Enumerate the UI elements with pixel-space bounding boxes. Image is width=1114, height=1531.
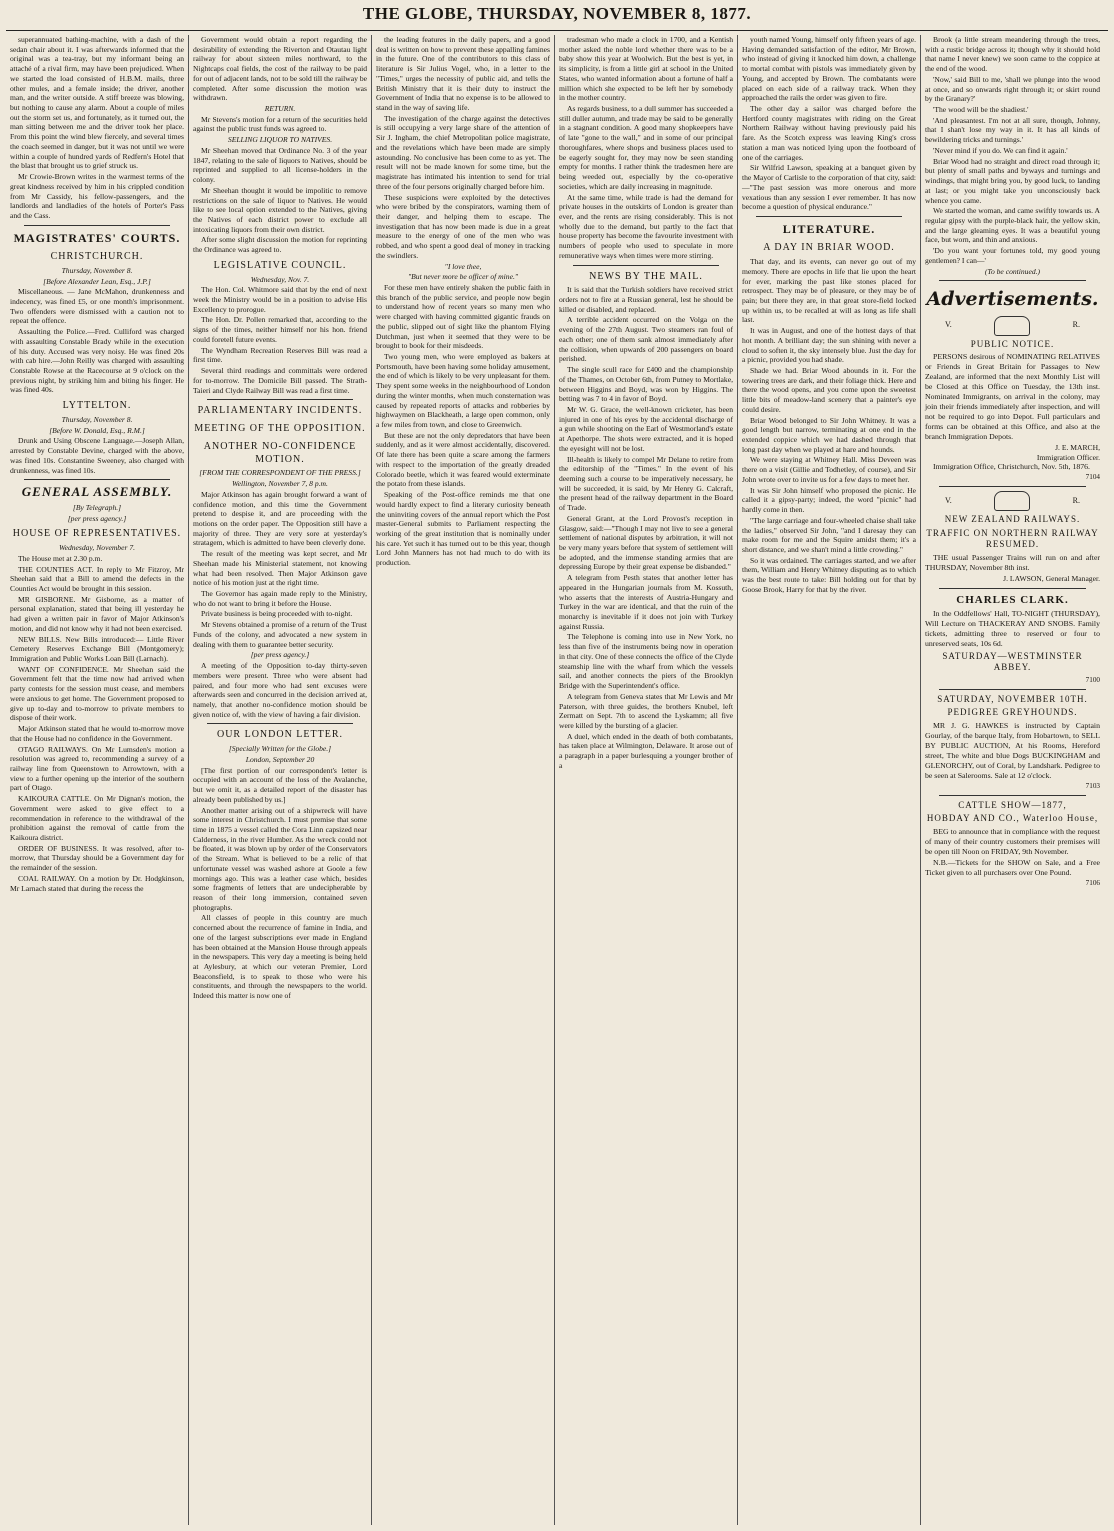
- article-paragraph: 'And pleasantest. I'm not at all sure, though, Johnny, that I shan't lose my way in it. It has all kinds of bewildering tricks and turnings.': [925, 115, 1100, 145]
- ad-lecture: [925, 593, 1100, 685]
- ad-body: In the Oddfellows' Hall, TO-NIGHT (THURSDAY), Will Lecture on THACKERAY AND SNOBS. Family tickets, admitting three to reserved or four to unreserved seats, 10s 6d.: [925, 608, 1100, 648]
- ad-body: PERSONS desirous of NOMINATING RELATIVES or Friends in Great Britain for Passages to New Zealand, are informed that the next Monthly List will be Closed at this Office on Tuesday, the 13th inst. Nominated Immigrants, on arrival in the colony, may join their friends immediately after inspection, and will not be required to go into Depot. Full particulars and forms can be obtained at this Office, and also at the branch Immigration Depots.: [925, 352, 1100, 441]
- crest-letter: R.: [1072, 320, 1080, 330]
- ad-body: MR J. G. HAWKES is instructed by Captain Gourlay, of the barque Italy, from Hobartown, to SELL BY PUBLIC AUCTION, At his Rooms, Hereford street, The white and blue Dogs BUCKINGHAM and GLENORCHY, out of Coral, by Landshark. Pedigree to be seen at Salerooms. Sale at 12 o'clock.: [925, 720, 1100, 780]
- article-paragraph: Another matter arising out of a shipwreck will have some interest in Christchurch. I must premise that some time in 1875 a vessel called the Cora Linn capsized near Calderness, in the river Humber. As the wreck could not be floated, it was blown up by order of the Conservators of the Stream. What is believed to be a relic of that unfortunate vessel was washed ashore at Goole a few mornings ago. This was a leather case which, besides some fragments of letters that are undecipherable by reason of their long immersion, contained seven photographs.: [193, 805, 367, 912]
- article-paragraph: All classes of people in this country are much concerned about the recurrence of famine in India, and one of the largest subscriptions ever made in England has been obtained at the Mansion House through appeals in the newspapers. This very day a meeting is being held at Aylesbury, at which our veteran Premier, Lord Beaconsfield, is to speak to those who were his constituents, and through the newspapers to the world. Indeed this matter is now one of: [193, 913, 367, 1001]
- article-paragraph: Mr Sheehan moved that Ordinance No. 3 of the year 1847, relating to the sale of liquors to Natives, should be reprinted and supplied to all license-holders in the colony.: [193, 145, 367, 185]
- section-heading: ANOTHER NO-CONFIDENCE MOTION.: [203, 440, 357, 465]
- story-title: A DAY IN BRIAR WOOD.: [763, 242, 895, 254]
- source-note: [per press agency.]: [67, 513, 127, 523]
- article-paragraph: Briar Wood belonged to Sir John Whitney. It was a good length but narrow, terminating at one end in the extended coppice which we had dashed through that long past day when we played at hare and hounds.: [742, 415, 916, 454]
- subsection-heading: CHRISTCHURCH.: [50, 251, 144, 263]
- article-paragraph: Shade we had. Briar Wood abounds in it. For the towering trees are dark, and their foliage thick. Here and there the wood opens, and you come upon the sweetest little bits of meadow-land scenery that a painter's eye could desire.: [742, 366, 916, 414]
- ad-place: Immigration Office, Christchurch, Nov. 5th, 1876.: [933, 462, 1090, 472]
- article-paragraph: After some slight discussion the motion for reprinting the Ordinance was agreed to.: [193, 235, 367, 255]
- royal-crest: [925, 316, 1100, 336]
- article-paragraph: That day, and its events, can never go out of my memory. There are epochs in life that lie upon the heart for ever, marking the past like stones placed for retrospect. They may be of pleasure, or they may be of pain; but there they are, in that great store-field locked up within us, to be recalled at will as long as life shall last.: [742, 257, 916, 325]
- subheading: RETURN.: [264, 104, 296, 114]
- coat-of-arms-icon: [994, 491, 1030, 511]
- article-paragraph: NEW BILLS. New Bills introduced:— Little River Cemetery Reserves Exchange Bill (Montgomery); Immigration and Public Works Loan Bill (Larnach).: [10, 634, 184, 664]
- ad-title: CATTLE SHOW—1877,: [958, 799, 1067, 810]
- divider: [756, 216, 902, 217]
- ad-cattle-show: [925, 800, 1100, 888]
- divider: [207, 399, 353, 400]
- subsection-heading: HOUSE OF REPRESENTATIVES.: [12, 528, 182, 540]
- column-5: [738, 35, 921, 1525]
- editor-note: [The first portion of our correspondent's letter is occupied with an account of the loss of the Avalanche, but we omit it, as a detailed report of the disaster has already been published by us.]: [193, 765, 367, 804]
- article-paragraph: THE COUNTIES ACT. In reply to Mr Fitzroy, Mr Sheehan said that a Bill to amend the defects in the Counties Act would be brought in this session.: [10, 564, 184, 593]
- ad-greyhounds: [925, 694, 1100, 791]
- ad-public-notice: [925, 316, 1100, 483]
- article-paragraph: Speaking of the Post-office reminds me that one would hardly expect to find a literary curiosity beneath the uninviting covers of the annual report which the Post master-General submits to Parliament respecting the working of the great institution that is nominally under his care. Yet such it has turned out to be this year, though Lord John Manners has not had much to do with its production.: [376, 490, 550, 568]
- quotation: "But never more be officer of mine.": [407, 272, 519, 282]
- article-paragraph: The single scull race for £400 and the championship of the Thames, on October 6th, from Putney to Mortlake, between Higgins and Boyd, was won by Higgins. The betting was 7 to 4 in favor of Boyd.: [559, 365, 733, 404]
- article-paragraph: Sir Wilfrid Lawson, speaking at a banquet given by the Mayor of Carlisle to the corporation of that city, said:—"The past session was more onerous and more vexatious than any session I ever remember. It has now become a question of physical endurance.": [742, 163, 916, 212]
- subsection-heading: LYTTELTON.: [62, 400, 132, 412]
- article-paragraph: ORDER OF BUSINESS. It was resolved, after to-morrow, that Thursday should be a Government day for the remainder of the session.: [10, 843, 184, 873]
- article-paragraph: For these men have entirely shaken the public faith in this branch of the public service, and people now begin to understand how of recent years so many men who were charged with having committed gigantic frauds on the public, slipped out of sight like the phantom Flying Dutchman, just when it seemed that they were to be brought to book for their misdeeds.: [376, 282, 550, 351]
- article-paragraph: KAIKOURA CATTLE. On Mr Dignan's motion, the Government were asked to give effect to a recommendation in reference to the withdrawal of the prohibition against the removal of cattle from the Kaikoura district.: [10, 794, 184, 842]
- article-paragraph: The investigation of the charge against the detectives is still occupying a very large share of the attention of Sir J. Ingham, the chief Metropolitan police magistrate, and the revelations which have been made are simply astounding. No conclusive has been come to as yet. The result will not be made known for some time, but the magistrate has intimated his intention to send for trial three of the four persons originally charged before him.: [376, 113, 550, 191]
- ad-railways: [925, 491, 1100, 583]
- article-paragraph: Ill-health is likely to compel Mr Delane to retire from the editorship of the "Times." In the event of his deeming such a course to be imperatively necessary, he will be succeeded, it is said, by Mr Henry G. Calcraft, the present head of the railway department in the Board of Trade.: [559, 454, 733, 513]
- divider: [939, 689, 1086, 690]
- article-paragraph: So it was ordained. The carriages started, and we after them, William and Henry Whitney disputing as to which was the best route to take: Bill holding out for that by Goose Brook, Harry for that by the river.: [742, 555, 916, 594]
- article-paragraph: Assaulting the Police.—Fred. Culliford was charged with assaulting Constable Brady while in the execution of his duty. Accused was very noisy. He was fined 20s with cab hire.—John Reilly was charged with assaulting Constable Rowse at the Racecourse at 9 o'clock on the previous night, by striking him and biting his finger. He was fined 40s.: [10, 327, 184, 395]
- ad-signature-title: Immigration Officer.: [1036, 452, 1100, 462]
- section-heading: LEGISLATIVE COUNCIL.: [213, 259, 347, 271]
- article-paragraph: Major Atkinson has again brought forward a want of confidence motion, and this time the Government pretend to despise it, and are proceeding with the motions on the order paper. The Opposition still have a majority of three. They are very sore at yesterday's stratagem, which is admitted to have been cleverly done.: [193, 489, 367, 548]
- advertisements-heading: Advertisements.: [926, 288, 1099, 311]
- coat-of-arms-icon: [994, 316, 1030, 336]
- ad-subtitle: TRAFFIC ON NORTHERN RAILWAY RESUMED.: [926, 527, 1099, 550]
- crest-letter: V.: [945, 320, 952, 330]
- section-heading: GENERAL ASSEMBLY.: [21, 484, 173, 500]
- quotation: "I love thee,: [444, 261, 482, 271]
- ad-title: PUBLIC NOTICE.: [970, 338, 1055, 349]
- ad-number: 7104: [1085, 473, 1100, 482]
- article-paragraph: the leading features in the daily papers, and a good deal is written on how to prevent these appalling famines in the future. One of the contributors to this class of literature is Sir Julius Vogel, who, in a letter to the "Times," urges the necessity of public aid, and tells the British Ministry that it is their duty to instruct the Government of India that no expense is to be allowed to stand in the way of saving life.: [376, 35, 550, 113]
- article-paragraph: "The large carriage and four-wheeled chaise shall take the ladies," observed Sir John, "and I daresay they can make room for me and the Squire amidst them; it's a short distance, and we shan't mind a little crowding.": [742, 515, 916, 554]
- column-3: [372, 35, 555, 1525]
- article-paragraph: We were staying at Whitney Hall. Miss Deveen was there on a visit (Gillie and Todhetley, of course), and Sir John wrote over to invite us for a few days to meet her.: [742, 455, 916, 484]
- article-paragraph: COAL RAILWAY. On a motion by Dr. Hodgkinson, Mr Larnach stated that during the recess the: [10, 873, 184, 893]
- article-paragraph: A duel, which ended in the death of both combatants, has taken place at Wilmington, Delaware. It arose out of a paragraph in a paper burlesquing a younger brother of a: [559, 731, 733, 770]
- article-paragraph: As regards business, to a dull summer has succeeded a still duller autumn, and trade may be said to be generally in a stagnant condition. A good many shopkeepers have of late "gone to the wall," and in some of our principal thoroughfares, where shops and business places used to be eagerly sought for, they may now be seen standing empty for months. I rather think the tradesmen here are being weeded out, especially by the co-operative societies, which are daily increasing in magnitude.: [559, 104, 733, 191]
- source-note: [per press agency.]: [250, 650, 310, 660]
- article-paragraph: A meeting of the Opposition to-day thirty-seven members were present. Three who were absent had paired, and four more who had sent excuses were afterwards seen and concurred in the decision arrived at, namely, that another no-confidence motion should be given notice of, with the view of having a fair division.: [193, 661, 367, 719]
- divider: [207, 723, 353, 724]
- article-paragraph: It is said that the Turkish soldiers have received strict orders not to fire at a Russian general, lest he should be killed or disabled, and replaced.: [559, 285, 733, 314]
- article-paragraph: 'The wood will be the shadiest.': [933, 105, 1029, 115]
- continued-note: (To be continued.): [984, 266, 1041, 276]
- article-paragraph: Several third readings and committals were ordered for to-morrow. The Domicile Bill passed. The Strath-Taieri and Clyde Railway Bill was read a first time.: [193, 366, 367, 395]
- dateline: Thursday, November 8.: [61, 265, 133, 275]
- article-paragraph: Mr Stevens obtained a promise of a return of the Trust Funds of the colony, and advocated a new system in dealing with them to guarantee better security.: [193, 620, 367, 649]
- article-paragraph: 'Do you want your fortunes told, my good young gentlemen? I can—': [925, 246, 1100, 265]
- dateline: London, September 20: [245, 754, 315, 764]
- article-paragraph: General Grant, at the Lord Provost's reception in Glasgow, said:—"Though I may not live to see a general settlement of national disputes by arbitration, it will not be very many years before that system of settlement will be adopted, and the immense standing armies that are depressing Europe by their great expense be disbanded.": [559, 513, 733, 572]
- ad-footer: N.B.—Tickets for the SHOW on Sale, and a Free Ticket given to all purchasers over One Pound.: [925, 857, 1100, 877]
- column-2: [189, 35, 372, 1525]
- source-note: [By Telegraph.]: [72, 502, 122, 512]
- crest-letter: R.: [1072, 496, 1080, 506]
- divider: [939, 795, 1086, 796]
- divider: [939, 588, 1086, 589]
- dateline: Thursday, November 8.: [61, 414, 133, 424]
- article-paragraph: Mr W. G. Grace, the well-known cricketer, has been injured in one of his eyes by the accidental discharge of a gun while shooting on the Earl of Westmorland's estate at Apethorpe. The shots were extracted, and it is hoped the eyesight will not be lost.: [559, 404, 733, 453]
- ad-title: NEW ZEALAND RAILWAYS.: [944, 514, 1081, 525]
- ad-footer: SATURDAY—WESTMINSTER ABBEY.: [942, 650, 1083, 673]
- divider: [939, 280, 1086, 281]
- dateline: Wednesday, Nov. 7.: [250, 274, 310, 284]
- ad-title: SATURDAY, NOVEMBER 10TH.: [937, 693, 1088, 704]
- masthead-title: THE GLOBE, THURSDAY, NOVEMBER 8, 1877.: [362, 4, 752, 23]
- article-paragraph: Miscellaneous. — Jane McMahon, drunkenness and indecency, was fined £5, or one month's imprisonment. Two offenders were dismissed with a caution not to repeat the offence.: [10, 287, 184, 326]
- section-heading: MEETING OF THE OPPOSITION.: [194, 423, 366, 435]
- dateline: Wednesday, November 7.: [58, 543, 136, 553]
- section-heading: PARLIAMENTARY INCIDENTS.: [197, 405, 363, 417]
- article-paragraph: At the same time, while trade is had the demand for private houses in the outskirts of London is greater than ever, and the rents are rising considerably. This is not wholly due to the demand, but partly to the fact that house property has become the favourite investment with numbers of people who used to speculate in more remunerative ways when times were more stirring.: [559, 192, 733, 260]
- article-paragraph: WANT OF CONFIDENCE. Mr Sheehan said the Government felt that the time now had arrived when party contests for the session must cease, and members were anxious to get home. The Government proposed to give up to-day and to-morrow to private members to dispose of their work.: [10, 664, 184, 723]
- ad-signature: J. E. MARCH,: [1055, 442, 1100, 452]
- article-paragraph: Mr Sheehan thought it would be impolitic to remove restrictions on the sale of liquor to Natives. He would like to see local option extended to the Natives, giving the Natives of each district power to exclude all intoxicating liquors from their own district.: [193, 185, 367, 234]
- article-paragraph: A telegram from Geneva states that Mr Lewis and Mr Paterson, with three guides, the brothers Knubel, left Zermatt on Sept. 7th to ascend the Lyskamm; all five were killed by the bursting of a glacier.: [559, 691, 733, 730]
- article-paragraph: The result of the meeting was kept secret, and Mr Sheehan made his Ministerial statement, not knowing what had been resolved. Then Major Atkinson gave notice of his motion just at the right time.: [193, 549, 367, 588]
- ad-title: CHARLES CLARK.: [956, 593, 1069, 606]
- article-paragraph: The Governor has again made reply to the Ministry, who do not want to bring it before the House.: [193, 589, 367, 608]
- article-paragraph: youth named Young, himself only fifteen years of age. Having demanded satisfaction of the editor, Mr Brown, who instead of giving it knocked him down, a challenge to mortal combat with pistols was immediately given by Young, and accepted by Brown. The combatants were placed on each side of a railway track. When they approached the rails the order was given to fire.: [742, 35, 916, 103]
- subheading: SELLING LIQUOR TO NATIVES.: [227, 135, 333, 145]
- article-paragraph: Drunk and Using Obscene Language.—Joseph Allan, arrested by Constable Devine, charged with the above, was fined 10s. Constantine Sweeney, also charged with drunkenness, was fined 10s.: [10, 436, 184, 475]
- divider: [24, 479, 170, 480]
- ad-body: BEG to announce that in compliance with the request of many of their country customers their premises will be open till Noon on FRIDAY, 9th November.: [925, 826, 1100, 856]
- article-paragraph: It was in August, and one of the hottest days of that hot month. A brilliant day; the sun shining with never a cloud to soften it, the sky intensely blue. Just the day for a picnic, provided you had shade.: [742, 326, 916, 365]
- source-note: [FROM THE CORRESPONDENT OF THE PRESS.]: [199, 468, 361, 478]
- section-heading: NEWS BY THE MAIL.: [589, 270, 703, 282]
- article-paragraph: Major Atkinson stated that he would to-morrow move that the House had no confidence in the Government.: [10, 724, 184, 743]
- ad-number: 7103: [1085, 781, 1100, 790]
- column-4: [555, 35, 738, 1525]
- article-paragraph: Two young men, who were employed as bakers at Portsmouth, have been having some holiday amusement, the end of which is likely to be very unpleasant for them. They spent some weeks in the neighbourhood of London during the winter months, when much consternation was caused by repeated reports of attacks and robberies by highwaymen on Blackheath, a large open common, only a few miles from town, and close to Greenwich.: [376, 352, 550, 430]
- ad-signature: J. LAWSON, General Manager.: [1003, 573, 1100, 583]
- bench: [Before Alexander Lean, Esq., J.P.]: [43, 276, 151, 286]
- crest-letter: V.: [945, 496, 952, 506]
- article-paragraph: MR GISBORNE. Mr Gisborne, as a matter of personal explanation, stated that being ill yesterday he had given a written pair in favor of Major Atkinson's motion, and did not know why it had not been exercised.: [10, 594, 184, 633]
- dateline: Wellington, November 7, 8 p.m.: [232, 479, 328, 489]
- article-paragraph: Brook (a little stream meandering through the trees, with a rustic bridge across it; though why it should hold that name I never knew) we soon came to the coppice at the end of the wood.: [925, 35, 1100, 74]
- masthead: [6, 4, 1108, 31]
- article-paragraph: We started the woman, and came swiftly towards us. A regular gipsy with the purple-black hair, the yellow skin, and the large gleaming eyes. It was a beautiful young face, but worn, and thin and anxious.: [925, 206, 1100, 245]
- article-paragraph: The House met at 2.30 p.m.: [18, 553, 103, 563]
- article-paragraph: But these are not the only depredators that have been suddenly, and as it were almost accidentally, discovered. Of late there has been quite a scare among the farmers with respect to the importation of the greatly dreaded Colorado beetle, which it was feared would exterminate the potato from these islands.: [376, 430, 550, 489]
- ad-subtitle: HOBDAY AND CO., Waterloo House,: [926, 813, 1099, 824]
- section-heading: LITERATURE.: [782, 221, 876, 236]
- article-paragraph: superannuated bathing-machine, with a dash of the sedan chair about it. I was afterwards informed that the original was a tea-tray, but my informant being an attaché of a rival firm, may have been prejudiced. When we started the load consisted of H.B.M. mails, three other mules, and a female inside; the driver, another man, and the writer outside. A stiff breeze was blowing, but nothing to cause any alarm. About a couple of miles out the storm set us, and fortunately, as it turned out, the man sitting between me and the driver took her place. From this point the wind blew fiercely, and several times the coach seemed in danger, but it was not until we were within a couple of hundred yards of Redfern's Hotel that the blast that brought us to grief struck us.: [10, 35, 184, 171]
- article-paragraph: Government would obtain a report regarding the desirability of extending the Riverton and Otautau light railway for about sixteen miles northward, to the Nightcaps coal fields, the cost of the railway to be paid for out of adjacent lands, not to be sold till the railway be completed. After some discussion the motion was withdrawn.: [193, 35, 367, 103]
- article-paragraph: Mr Crowie-Brown writes in the warmest terms of the great kindness received by him in his crippled condition from Mr Cassidy, his fellow-passengers, and the landlords and landladies of the hotels of Porter's Pass and the Cass.: [10, 172, 184, 220]
- bench: [Before W. Donald, Esq., R.M.]: [49, 425, 145, 435]
- divider: [939, 486, 1086, 487]
- divider: [573, 265, 719, 266]
- columns: [6, 35, 1108, 1525]
- article-paragraph: The Hon. Col. Whitmore said that by the end of next week the Ministry would be in a position to advise His Excellency to prorogue.: [193, 285, 367, 314]
- article-paragraph: Private business is being proceeded with to-night.: [201, 609, 353, 619]
- article-paragraph: The Wyndham Recreation Reserves Bill was read a first time.: [193, 345, 367, 365]
- column-1: [6, 35, 189, 1525]
- royal-crest: [925, 491, 1100, 511]
- section-heading: MAGISTRATES' COURTS.: [13, 230, 181, 245]
- article-paragraph: OTAGO RAILWAYS. On Mr Lumsden's motion a resolution was agreed to, recommending a survey of a railway line from Queenstown to Arrowtown, with a view to a further opening up the interior of the southern part of Otago.: [10, 744, 184, 793]
- divider: [24, 225, 170, 226]
- article-paragraph: 'Never mind if you do. We can find it again.': [933, 145, 1068, 155]
- article-paragraph: It was Sir John himself who proposed the picnic. He called it a gipsy-party; indeed, the word "picnic" had hardly come in then.: [742, 485, 916, 515]
- section-heading: OUR LONDON LETTER.: [216, 729, 344, 741]
- article-paragraph: Briar Wood had no straight and direct road through it; but plenty of small paths and byways and turnings and windings, that might bring you, by good luck, to landing at last; or you might take you unconsciously back whence you came.: [925, 156, 1100, 205]
- article-paragraph: These suspicions were exploited by the detectives who were bribed by the conspirators, warning them of their danger, and helping them to escape. The investigation that has now been made is due in a great measure to the energy of one of the men who was robbed, and who spent a good deal of money in tracking the swindlers.: [376, 192, 550, 260]
- article-paragraph: 'Now,' said Bill to me, 'shall we plunge into the wood at once, and so onwards right through it; or skirt round by the Granary?': [925, 74, 1100, 104]
- ad-body: THE usual Passenger Trains will run on and after THURSDAY, November 8th inst.: [925, 552, 1100, 572]
- ad-number: 7106: [1085, 878, 1100, 887]
- article-paragraph: The Hon. Dr. Pollen remarked that, according to the signs of the times, neither himself nor his hon. friend could foretell future events.: [193, 315, 367, 344]
- article-paragraph: Mr Stevens's motion for a return of the securities held against the public trust funds was agreed to.: [193, 114, 367, 134]
- article-paragraph: A terrible accident occurred on the Volga on the evening of the 27th August. Two steamers ran foul of each other; one of them sank almost immediately after the collision, when upwards of 200 passengers on board perished.: [559, 315, 733, 364]
- article-paragraph: The Telephone is coming into use in New York, no less than five of the instruments being now in operation in that city. One of these connects the office of the Clyde steamship line with the wharf from which the vessels sail, and another connects the piers of the Brooklyn Bridge with the Superintendent's office.: [559, 632, 733, 691]
- column-6: [921, 35, 1104, 1525]
- ad-subtitle: PEDIGREE GREYHOUNDS.: [947, 707, 1078, 718]
- article-paragraph: The other day a sailor was charged before the Hertford county magistrates with riding on the Great Northern Railway without having previously paid his fare. As the Scotch express was leaving King's cross station a man was noticed lying upon the footboard of one of the carriages.: [742, 104, 916, 162]
- source-note: [Specially Written for the Globe.]: [228, 744, 332, 754]
- article-paragraph: tradesman who made a clock in 1700, and a Kentish mother asked the noble lord whether there was to be a baby show this year at Woolwich. But the best is yet, in its simplicity, is from a little girl at school in the United States, who wanted information about a fortune of half a million which she expected to be left her by somebody in the mother country.: [559, 35, 733, 103]
- article-paragraph: A telegram from Pesth states that another letter has appeared in the Hungarian journals from M. Kossuth, who asserts that the interests of Austria-Hungary and Turkey in the war are identical, and that the ruin of the monarchy is inevitable if it does not join with Turkey against Russia.: [559, 573, 733, 631]
- ad-number: 7100: [1085, 675, 1100, 684]
